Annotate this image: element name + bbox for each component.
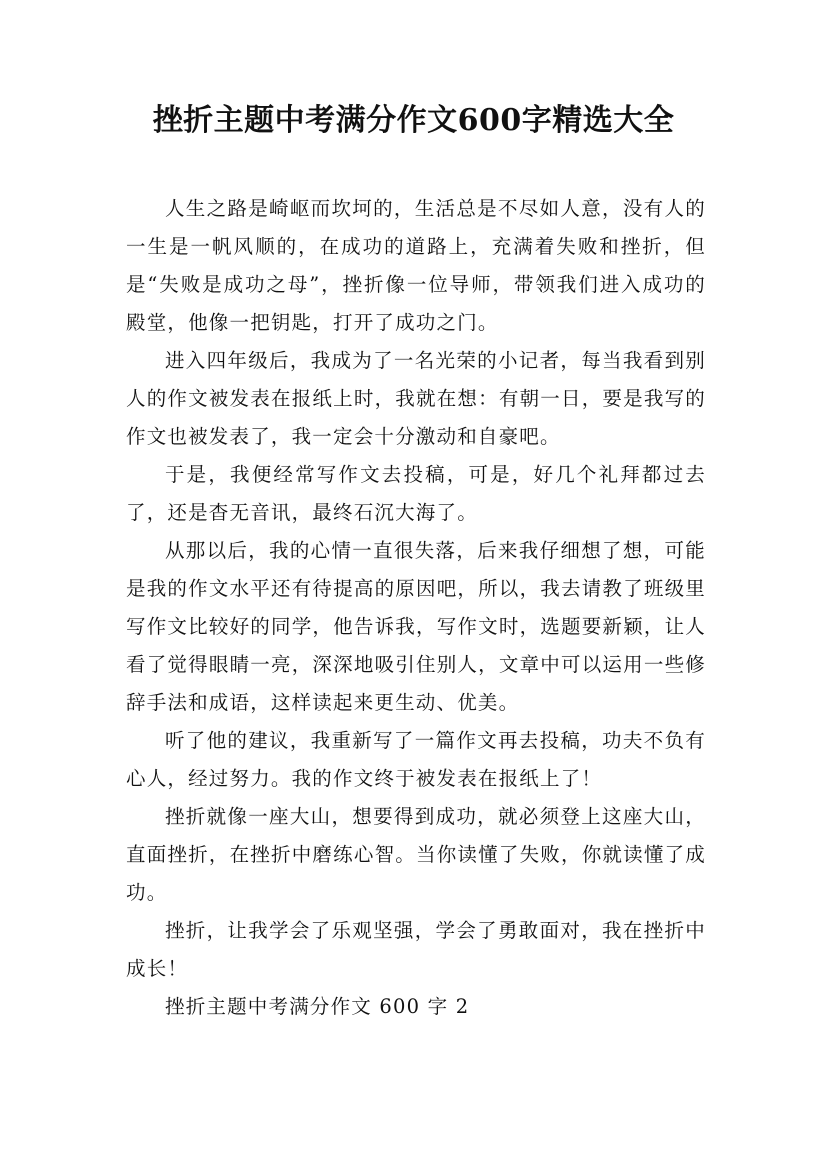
paragraph: 听了他的建议，我重新写了一篇作文再去投稿，功夫不负有心人，经过努力。我的作文终于被发表在报纸上了！ [126, 729, 706, 790]
paragraph: 从那以后，我的心情一直很失落，后来我仔细想了想，可能是我的作文水平还有待提高的原因吧，所以，我去请教了班级里写作文比较好的同学，他告诉我，写作文时，选题要新颖，让人看了觉得眼睛一亮，深深地吸引住别人，文章中可以运用一些修辞手法和成语，这样读起来更生动、优美。 [126, 539, 706, 714]
document-body [126, 190, 706, 1026]
paragraph: 挫折，让我学会了乐观坚强，学会了勇敢面对，我在挫折中成长！ [126, 919, 706, 980]
section-heading: 挫折主题中考满分作文 600 字 2 [165, 995, 470, 1018]
paragraph: 人生之路是崎岖而坎坷的，生活总是不尽如人意，没有人的一生是一帆风顺的，在成功的道路上，充满着失败和挫折，但是“失败是成功之母”，挫折像一位导师，带领我们进入成功的殿堂，他像一把钥匙，打开了成功之门。 [126, 197, 706, 334]
paragraph: 进入四年级后，我成为了一名光荣的小记者，每当我看到别人的作文被发表在报纸上时，我就在想：有朝一日，要是我写的作文也被发表了，我一定会十分激动和自豪吧。 [126, 349, 706, 448]
paragraph: 挫折就像一座大山，想要得到成功，就必须登上这座大山，直面挫折，在挫折中磨练心智。当你读懂了失败，你就读懂了成功。 [126, 805, 706, 904]
paragraph: 于是，我便经常写作文去投稿，可是，好几个礼拜都过去了，还是杳无音讯，最终石沉大海了。 [126, 463, 706, 524]
document-title: 挫折主题中考满分作文600字精选大全 [152, 103, 675, 138]
